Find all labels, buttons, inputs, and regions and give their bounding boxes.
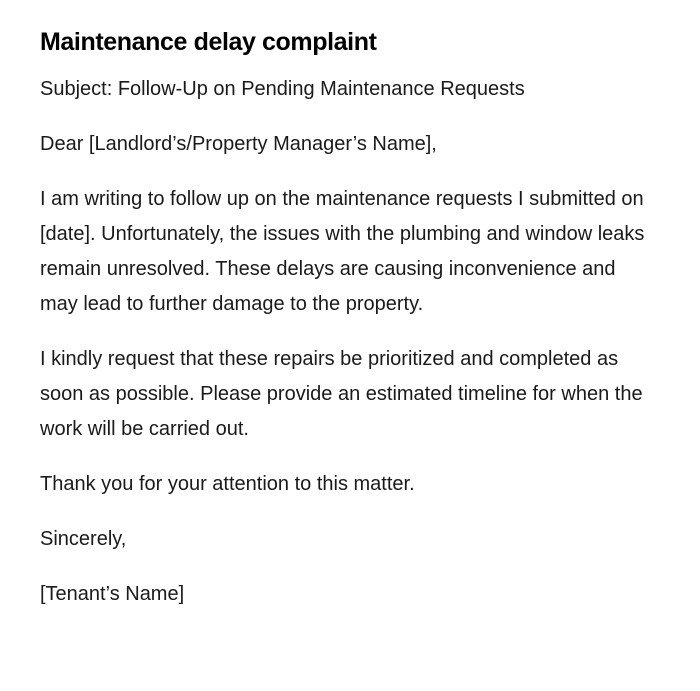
- subject-line: Subject: Follow-Up on Pending Maintenance Requests: [40, 78, 525, 100]
- document-title: Maintenance delay complaint: [40, 28, 377, 56]
- letter-document: [40, 26, 650, 632]
- signature: [Tenant’s Name]: [40, 583, 185, 605]
- body-paragraph: Thank you for your attention to this matter.: [40, 473, 415, 495]
- body-paragraph: I am writing to follow up on the maintenance requests I submitted on [date]. Unfortunately, the issues with the plumbing and window leaks remain unresolved. These delays are causing inconvenience and may lead to further damage to the property.: [40, 188, 645, 315]
- salutation: Dear [Landlord’s/Property Manager’s Name],: [40, 133, 437, 155]
- body-paragraph: I kindly request that these repairs be prioritized and completed as soon as possible. Please provide an estimated timeline for when the work will be carried out.: [40, 348, 643, 440]
- closing: Sincerely,: [40, 528, 127, 550]
